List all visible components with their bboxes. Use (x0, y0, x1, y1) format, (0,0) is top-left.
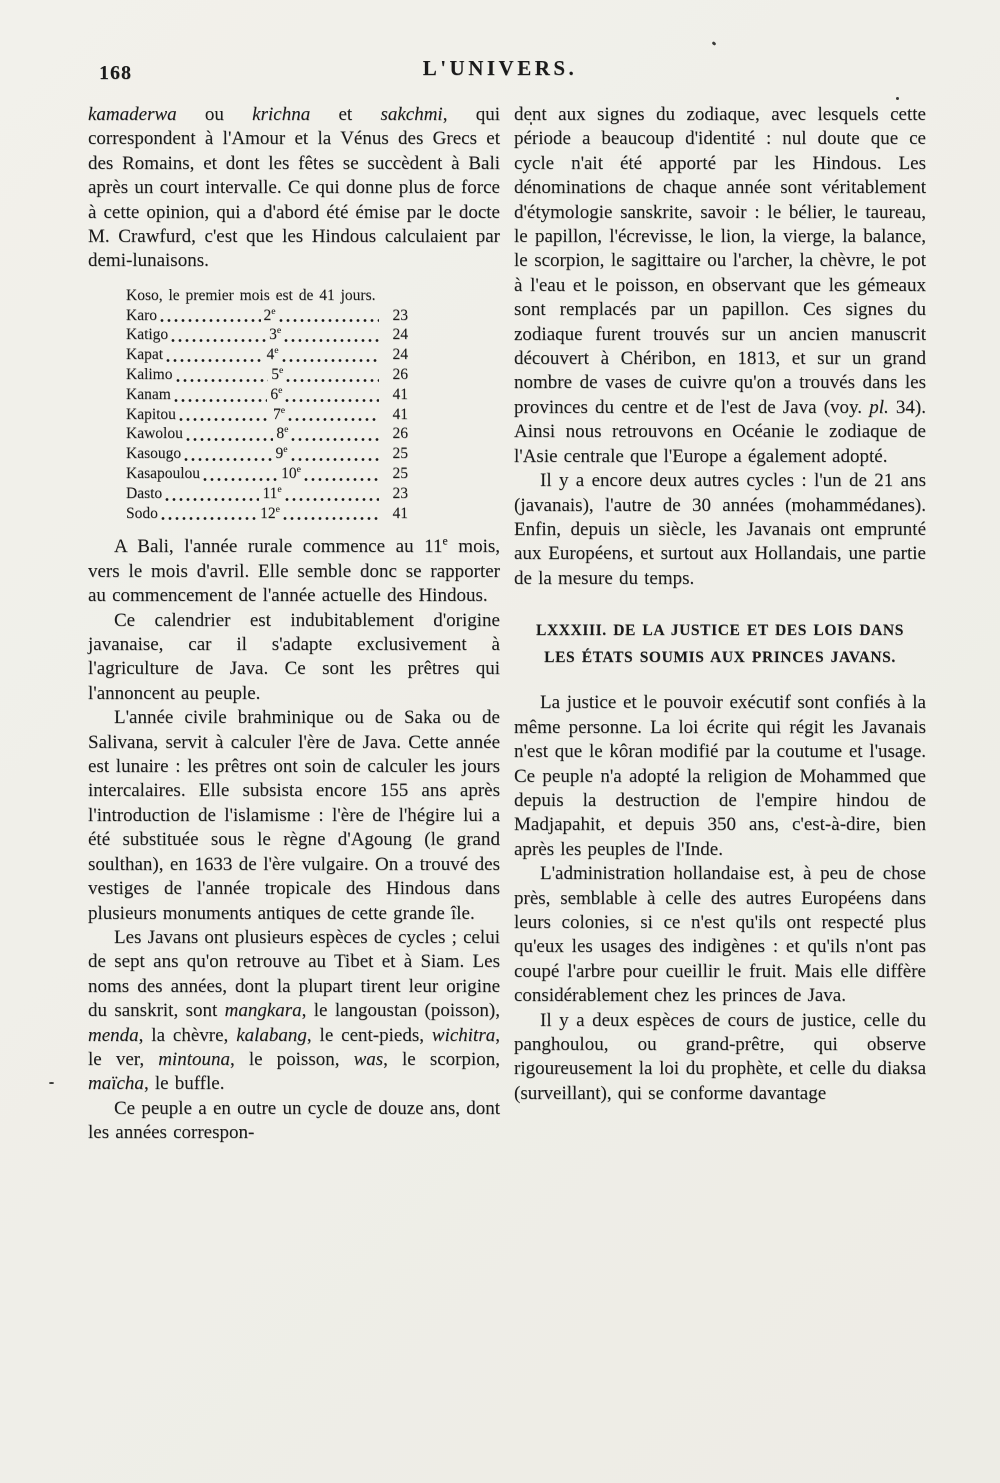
month-days: 41 (392, 405, 409, 423)
month-table-row (126, 405, 408, 425)
paragraph: L'année civile brahminique ou de Saka ou de Salivana, servit à calculer l'ère de Java. Cette année est lunaire : les prêtres ont soin de calculer les jours intercalaires. Elle subsista encore 155 ans après l'introduction de l'islamisme : l'ère de l'hégire lui a été substituée sous le règne d'Agoung (le grand soulthan), en 1633 de l'ère vulgaire. On a trouvé des vestiges de l'année tropicale des Hindous dans plusieurs monuments antiques de cette grande île. (88, 707, 500, 924)
month-table-row (126, 464, 408, 484)
page-header (0, 56, 1000, 92)
paragraph: A Bali, l'année rurale commence au 11e mois, vers le mois d'avril. Elle semble donc se rapporter au commencement de l'année actuelle des Hindous. (88, 535, 500, 607)
month-days: 23 (392, 306, 409, 324)
dot-leader (279, 319, 380, 322)
month-ordinal: 9e (275, 444, 288, 463)
month-name: Katigo (126, 326, 169, 344)
dot-leader (186, 438, 274, 441)
dot-leader (291, 438, 379, 441)
month-table-row (126, 325, 408, 345)
section-heading-line2: LES ÉTATS SOUMIS AUX PRINCES JAVANS. (544, 649, 896, 667)
paragraph: Les Javans ont plusieurs espèces de cycles ; celui de sept ans qu'on retrouve au Tibet et à Siam. Les noms des années, dont la plupart tirent leur origine du sanskrit, sont mangkara, le langoustan (poisson), menda, la chèvre, kalabang, le cent-pieds, wichitra, le ver, mintouna, le poisson, was, le scorpion, maïcha, le buffle. (88, 926, 501, 1095)
dot-leader (171, 339, 266, 342)
dot-leader (166, 359, 263, 362)
month-ordinal: 4e (266, 345, 279, 364)
paragraph: Ce peuple a en outre un cycle de douze ans, dont les années correspon- (88, 1097, 500, 1144)
month-days: 24 (392, 346, 408, 364)
month-table-row (126, 385, 408, 405)
paragraph: dent aux signes du zodiaque, avec lesquels cette période a beaucoup d'identité : nul doute que ce cycle n'ait été apporté par les Hindous. Les dénominations de chaque année sont véritablement d'étymologie sanskrite, savoir : le bélier, le taureau, le papillon, l'écrevisse, le lion, la vierge, la balance, le scorpion, le sagittaire ou l'archer, la chèvre, le pot à l'eau et le poisson, en observant que les gémeaux sont remplacés par un papillon. Ces signes du zodiaque furent trouvés sur un ancien manuscrit découvert à Chéribon, en 1813, et sur un grand nombre de vases de cuivre qu'on a trouvés dans les provinces du centre et de l'est de Java (voy. pl. 34). Ainsi nous retrouvons en Océanie le zodiaque de l'Asie centrale que l'Europe a également adopté. (514, 104, 926, 467)
paragraph: kamaderwa ou krichna et sakchmi, qui correspondent à l'Amour et la Vénus des Grecs et des Romains, et dont les fêtes se succèdent à Bali après un court intervalle. Ce qui donne plus de force à cette opinion, qui a d'abord été émise par le docte M. Crawfurd, c'est que les Hindous calculaient par demi-lunaisons. (88, 104, 500, 272)
month-name: Kapitou (126, 405, 176, 423)
month-table-row (126, 424, 408, 444)
month-table-row (126, 365, 408, 385)
paragraph: Il y a encore deux autres cycles : l'un de 21 ans (javanais), l'autre de 30 années (mohammédanes). Enfin, depuis un siècle, les Javanais ont emprunté aux Européens, et surtout aux Hollandais, une partie de la mesure du temps. (514, 470, 926, 589)
month-table-row (126, 484, 408, 504)
month-name: Kawolou (126, 425, 183, 443)
text-columns (88, 103, 926, 1146)
month-table (126, 286, 500, 524)
scan-speck (49, 1082, 54, 1084)
month-name: Karo (126, 306, 157, 324)
page-number: 168 (99, 62, 132, 84)
dot-leader (174, 399, 268, 402)
dot-leader (160, 319, 261, 322)
dot-leader (184, 458, 272, 461)
dot-leader (291, 458, 379, 461)
month-ordinal: 8e (276, 424, 289, 443)
month-table-first-line: Koso, le premier mois est de 41 jours. (126, 286, 376, 304)
dot-leader (284, 339, 379, 342)
month-name: Kalimo (126, 366, 173, 384)
month-days: 24 (392, 326, 409, 344)
month-name: Kasapoulou (126, 465, 201, 483)
month-table-row (126, 306, 408, 326)
paragraph: L'administration hollandaise est, à peu de chose près, semblable à celle des autres Européens dans leurs colonies, si ce n'est qu'ils ont respecté plus qu'eux les usages des indigènes : et qu'ils n'ont pas coupé l'arbre pour cueillir le fruit. Mais elle diffère considérablement chez les princes de Java. (514, 863, 926, 1007)
month-days: 41 (392, 504, 409, 522)
dot-leader (285, 498, 379, 501)
scan-speck (896, 97, 899, 100)
dot-leader (286, 379, 379, 382)
dot-leader (283, 517, 379, 520)
month-ordinal: 12e (260, 503, 280, 522)
dot-leader (179, 418, 270, 421)
month-days: 25 (392, 445, 408, 463)
right-column (514, 103, 926, 1146)
dot-leader (203, 478, 278, 481)
month-table-row (126, 504, 408, 524)
dot-leader (176, 379, 269, 382)
month-days: 41 (392, 385, 408, 403)
running-title: L'UNIVERS. (422, 56, 578, 80)
section-heading-line1: LXXXIII. DE LA JUSTICE ET DES LOIS DANS (536, 622, 904, 640)
dot-leader (285, 399, 379, 402)
month-ordinal: 11e (262, 483, 282, 502)
month-name: Kanam (126, 385, 171, 403)
month-name: Sodo (126, 504, 158, 522)
month-ordinal: 7e (272, 404, 285, 423)
month-name: Kasougo (126, 445, 182, 463)
dot-leader (288, 418, 379, 421)
dot-leader (282, 359, 379, 362)
month-table-row (126, 345, 408, 365)
dot-leader (165, 498, 259, 501)
month-ordinal: 6e (270, 384, 283, 403)
month-name: Dasto (126, 484, 163, 502)
month-days: 26 (392, 366, 409, 384)
month-ordinal: 10e (281, 463, 301, 483)
month-table-rows (126, 306, 500, 524)
month-days: 25 (392, 465, 408, 483)
paragraph: Ce calendrier est indubitablement d'origine javanaise, car il s'adapte exclusivement à l'agriculture de Java. Ce sont les prêtres qui l'annoncent au peuple. (88, 609, 500, 704)
month-days: 23 (392, 484, 408, 502)
month-ordinal: 5e (271, 364, 284, 384)
month-table-row (126, 444, 408, 464)
scan-speck (712, 41, 717, 46)
section-heading (514, 617, 926, 671)
dot-leader (304, 478, 379, 481)
month-days: 26 (392, 425, 408, 443)
month-name: Kapat (126, 346, 164, 364)
paragraph: Il y a deux espèces de cours de justice, celle du panghoulou, ou grand-prêtre, qui observe rigoureusement la loi du prophète, et celle du diaksa (surveillant), qui se conforme davantage (514, 1009, 926, 1104)
month-ordinal: 3e (269, 325, 282, 344)
paragraph: La justice et le pouvoir exécutif sont confiés à la même personne. La loi écrite qui régit les Javanais n'est que le kôran modifié par la coutume et l'usage. Ce peuple n'a adopté la religion de Mohammed que depuis la destruction de l'empire hindou de Madjapahit, et depuis 350 ans, c'est-à-dire, bien après les peuples de l'Inde. (514, 692, 926, 860)
dot-leader (161, 517, 257, 520)
left-column (88, 103, 500, 1146)
month-ordinal: 2e (263, 305, 276, 324)
